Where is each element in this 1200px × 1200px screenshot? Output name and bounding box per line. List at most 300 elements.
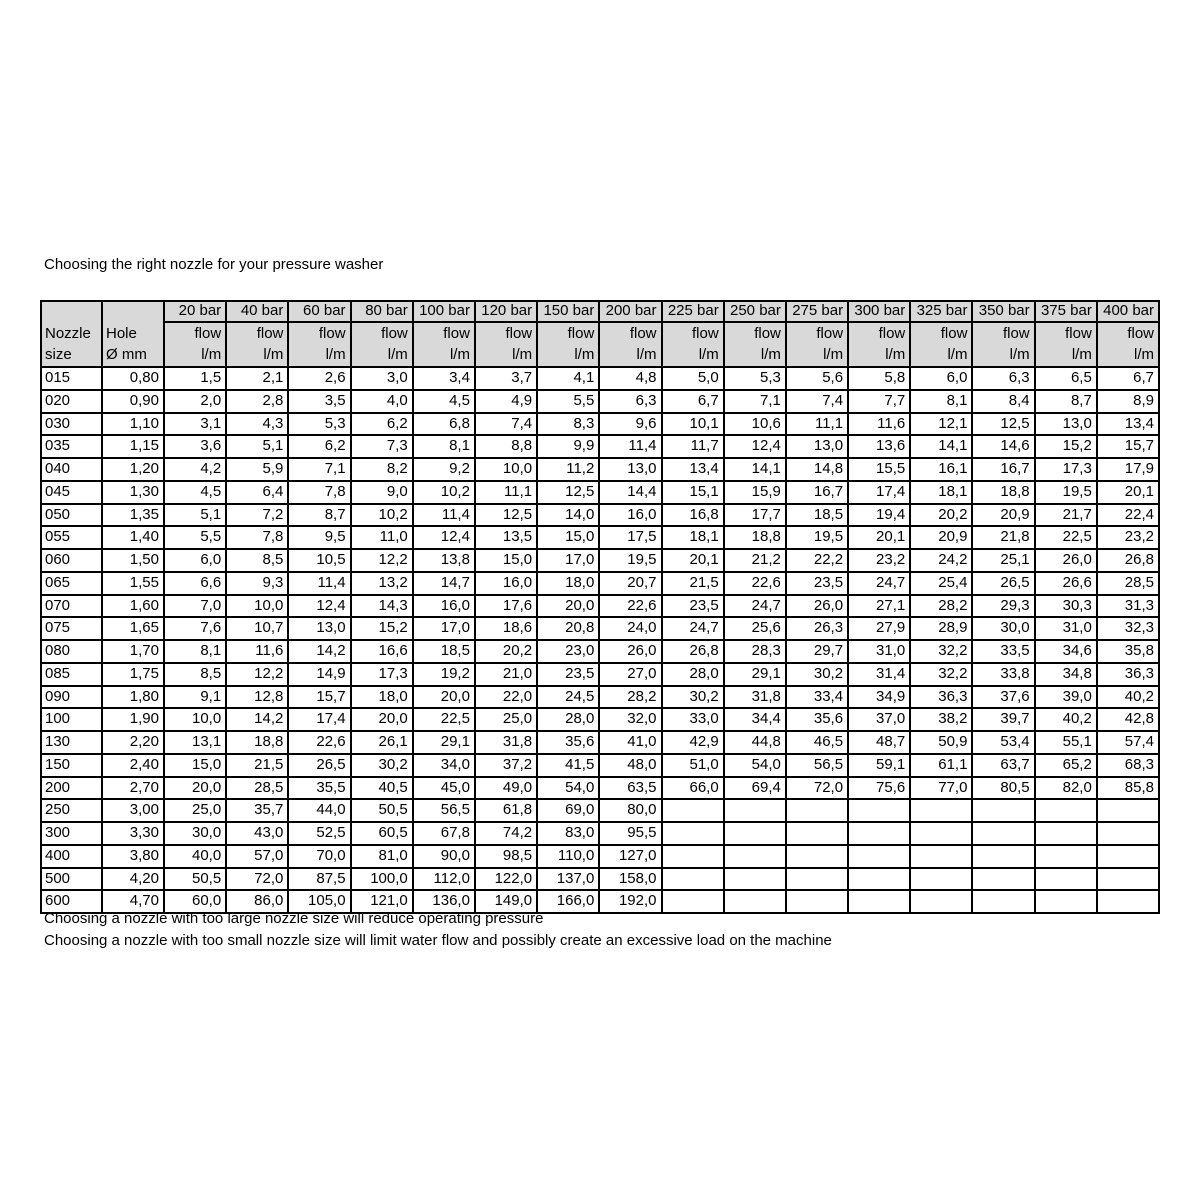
flow-value-cell: 17,4 — [288, 708, 350, 731]
flow-value-cell: 17,6 — [475, 595, 537, 618]
nozzle-size-cell: 060 — [41, 549, 102, 572]
flow-value-cell: 9,3 — [226, 572, 288, 595]
flow-value-cell: 5,5 — [164, 526, 226, 549]
flow-value-cell: 26,0 — [1035, 549, 1097, 572]
flow-value-cell: 60,0 — [164, 890, 226, 913]
flow-value-cell: 25,0 — [475, 708, 537, 731]
hole-diameter-cell: 1,90 — [102, 708, 164, 731]
flow-value-cell: 20,1 — [1097, 481, 1159, 504]
flow-value-cell: 83,0 — [537, 822, 599, 845]
nozzle-size-cell: 080 — [41, 640, 102, 663]
header-hole-diameter: Hole Ø mm — [102, 301, 164, 367]
header-flow-unit: flow l/m — [413, 322, 475, 367]
flow-value-cell: 20,1 — [662, 549, 724, 572]
nozzle-size-cell: 040 — [41, 458, 102, 481]
flow-value-cell: 31,8 — [724, 686, 786, 709]
flow-value-cell: 31,0 — [1035, 617, 1097, 640]
flow-value-cell: 110,0 — [537, 845, 599, 868]
hole-diameter-cell: 1,10 — [102, 413, 164, 436]
header-pressure: 375 bar — [1035, 301, 1097, 322]
flow-value-cell: 16,6 — [351, 640, 413, 663]
header-pressure: 200 bar — [599, 301, 661, 322]
flow-value-cell: 5,0 — [662, 367, 724, 390]
header-flow-unit: flow l/m — [910, 322, 972, 367]
flow-value-cell: 14,2 — [226, 708, 288, 731]
flow-value-cell: 66,0 — [662, 777, 724, 800]
flow-value-cell: 24,2 — [910, 549, 972, 572]
flow-value-cell — [724, 845, 786, 868]
flow-value-cell: 6,4 — [226, 481, 288, 504]
flow-value-cell: 37,0 — [848, 708, 910, 731]
flow-value-cell: 39,7 — [972, 708, 1034, 731]
flow-value-cell: 35,7 — [226, 799, 288, 822]
flow-value-cell: 72,0 — [786, 777, 848, 800]
flow-value-cell: 13,0 — [599, 458, 661, 481]
flow-value-cell: 15,2 — [351, 617, 413, 640]
flow-value-cell: 10,1 — [662, 413, 724, 436]
header-pressure: 250 bar — [724, 301, 786, 322]
flow-value-cell: 18,1 — [662, 526, 724, 549]
flow-value-cell — [724, 799, 786, 822]
flow-value-cell: 28,2 — [599, 686, 661, 709]
flow-value-cell: 10,0 — [226, 595, 288, 618]
flow-value-cell: 3,6 — [164, 435, 226, 458]
flow-value-cell: 5,5 — [537, 390, 599, 413]
flow-value-cell: 56,5 — [786, 754, 848, 777]
flow-value-cell — [848, 845, 910, 868]
nozzle-size-cell: 050 — [41, 504, 102, 527]
flow-value-cell: 5,1 — [164, 504, 226, 527]
header-pressure: 60 bar — [288, 301, 350, 322]
flow-value-cell: 10,0 — [164, 708, 226, 731]
flow-value-cell: 20,2 — [910, 504, 972, 527]
nozzle-size-cell: 130 — [41, 731, 102, 754]
hole-diameter-cell: 1,50 — [102, 549, 164, 572]
flow-value-cell: 12,2 — [351, 549, 413, 572]
flow-value-cell: 17,5 — [599, 526, 661, 549]
table-row — [41, 822, 1159, 845]
flow-value-cell: 3,4 — [413, 367, 475, 390]
header-pressure: 40 bar — [226, 301, 288, 322]
flow-value-cell: 31,4 — [848, 663, 910, 686]
flow-value-cell: 5,6 — [786, 367, 848, 390]
flow-value-cell: 11,6 — [226, 640, 288, 663]
flow-value-cell: 95,5 — [599, 822, 661, 845]
flow-value-cell: 19,5 — [1035, 481, 1097, 504]
flow-value-cell: 25,1 — [972, 549, 1034, 572]
flow-value-cell: 48,0 — [599, 754, 661, 777]
flow-value-cell: 9,2 — [413, 458, 475, 481]
flow-value-cell: 13,5 — [475, 526, 537, 549]
flow-value-cell: 29,1 — [413, 731, 475, 754]
flow-value-cell: 41,5 — [537, 754, 599, 777]
flow-value-cell: 32,2 — [910, 663, 972, 686]
flow-value-cell: 11,4 — [599, 435, 661, 458]
nozzle-size-cell: 055 — [41, 526, 102, 549]
flow-value-cell — [848, 799, 910, 822]
flow-value-cell: 12,8 — [226, 686, 288, 709]
table-row — [41, 845, 1159, 868]
flow-value-cell: 22,4 — [1097, 504, 1159, 527]
flow-value-cell: 34,8 — [1035, 663, 1097, 686]
flow-value-cell: 40,0 — [164, 845, 226, 868]
flow-value-cell: 2,1 — [226, 367, 288, 390]
nozzle-size-cell: 085 — [41, 663, 102, 686]
table-row — [41, 754, 1159, 777]
table-row — [41, 640, 1159, 663]
flow-value-cell: 22,2 — [786, 549, 848, 572]
table-row — [41, 777, 1159, 800]
flow-value-cell: 14,3 — [351, 595, 413, 618]
hole-diameter-cell: 2,40 — [102, 754, 164, 777]
flow-value-cell: 11,1 — [475, 481, 537, 504]
flow-value-cell: 20,0 — [537, 595, 599, 618]
flow-value-cell: 20,2 — [475, 640, 537, 663]
flow-value-cell — [1035, 822, 1097, 845]
flow-value-cell: 112,0 — [413, 868, 475, 891]
table-row — [41, 617, 1159, 640]
flow-value-cell: 49,0 — [475, 777, 537, 800]
flow-value-cell: 19,2 — [413, 663, 475, 686]
table-row — [41, 458, 1159, 481]
table-row — [41, 868, 1159, 891]
flow-value-cell — [786, 822, 848, 845]
flow-value-cell: 30,0 — [164, 822, 226, 845]
header-pressure: 225 bar — [662, 301, 724, 322]
flow-value-cell: 17,0 — [537, 549, 599, 572]
flow-value-cell — [662, 868, 724, 891]
header-flow-unit: flow l/m — [972, 322, 1034, 367]
flow-value-cell: 19,5 — [599, 549, 661, 572]
flow-value-cell: 18,6 — [475, 617, 537, 640]
flow-value-cell: 36,3 — [910, 686, 972, 709]
table-row — [41, 390, 1159, 413]
flow-value-cell: 5,3 — [724, 367, 786, 390]
flow-value-cell — [1097, 890, 1159, 913]
flow-value-cell: 34,4 — [724, 708, 786, 731]
header-pressure: 300 bar — [848, 301, 910, 322]
flow-value-cell: 11,0 — [351, 526, 413, 549]
nozzle-size-cell: 065 — [41, 572, 102, 595]
flow-value-cell: 82,0 — [1035, 777, 1097, 800]
flow-value-cell: 40,2 — [1035, 708, 1097, 731]
flow-value-cell: 44,8 — [724, 731, 786, 754]
flow-value-cell: 10,6 — [724, 413, 786, 436]
flow-value-cell: 13,4 — [1097, 413, 1159, 436]
flow-value-cell: 55,1 — [1035, 731, 1097, 754]
flow-value-cell — [1035, 845, 1097, 868]
flow-value-cell — [1035, 890, 1097, 913]
hole-diameter-cell: 1,40 — [102, 526, 164, 549]
flow-value-cell: 15,0 — [475, 549, 537, 572]
flow-value-cell: 7,4 — [475, 413, 537, 436]
flow-value-cell: 65,2 — [1035, 754, 1097, 777]
header-nozzle-size: Nozzle size — [41, 301, 102, 367]
flow-value-cell: 35,8 — [1097, 640, 1159, 663]
flow-value-cell: 29,3 — [972, 595, 1034, 618]
flow-value-cell: 15,2 — [1035, 435, 1097, 458]
flow-value-cell — [786, 868, 848, 891]
flow-value-cell: 25,4 — [910, 572, 972, 595]
flow-value-cell: 26,8 — [1097, 549, 1159, 572]
flow-value-cell: 3,7 — [475, 367, 537, 390]
flow-value-cell — [724, 868, 786, 891]
flow-value-cell: 8,1 — [910, 390, 972, 413]
flow-value-cell: 37,6 — [972, 686, 1034, 709]
table-row — [41, 435, 1159, 458]
hole-diameter-cell: 4,70 — [102, 890, 164, 913]
flow-value-cell: 8,2 — [351, 458, 413, 481]
flow-value-cell: 24,5 — [537, 686, 599, 709]
flow-value-cell: 16,0 — [599, 504, 661, 527]
flow-value-cell: 166,0 — [537, 890, 599, 913]
header-flow-unit: flow l/m — [786, 322, 848, 367]
flow-value-cell: 12,4 — [288, 595, 350, 618]
flow-value-cell: 31,3 — [1097, 595, 1159, 618]
nozzle-size-cell: 030 — [41, 413, 102, 436]
flow-value-cell: 57,4 — [1097, 731, 1159, 754]
flow-value-cell: 13,6 — [848, 435, 910, 458]
table-row — [41, 708, 1159, 731]
flow-value-cell: 11,7 — [662, 435, 724, 458]
flow-value-cell: 37,2 — [475, 754, 537, 777]
flow-value-cell: 72,0 — [226, 868, 288, 891]
flow-value-cell: 42,9 — [662, 731, 724, 754]
flow-value-cell: 9,9 — [537, 435, 599, 458]
flow-value-cell: 24,7 — [724, 595, 786, 618]
flow-value-cell: 23,5 — [786, 572, 848, 595]
flow-value-cell: 149,0 — [475, 890, 537, 913]
flow-value-cell: 15,0 — [537, 526, 599, 549]
table-body — [41, 367, 1159, 913]
flow-value-cell: 21,5 — [226, 754, 288, 777]
hole-diameter-cell: 1,15 — [102, 435, 164, 458]
flow-value-cell: 10,2 — [351, 504, 413, 527]
table-row — [41, 549, 1159, 572]
flow-value-cell: 6,3 — [599, 390, 661, 413]
footer-note-too-large: Choosing a nozzle with too large nozzle size will reduce operating pressure — [44, 910, 544, 927]
header-row-flow-unit — [41, 322, 1159, 367]
flow-value-cell: 59,1 — [848, 754, 910, 777]
flow-value-cell: 17,3 — [1035, 458, 1097, 481]
flow-value-cell: 23,5 — [662, 595, 724, 618]
flow-value-cell: 34,0 — [413, 754, 475, 777]
flow-value-cell: 12,4 — [413, 526, 475, 549]
flow-value-cell: 8,9 — [1097, 390, 1159, 413]
footer-notes — [44, 908, 832, 952]
flow-value-cell: 10,2 — [413, 481, 475, 504]
flow-value-cell: 20,0 — [164, 777, 226, 800]
flow-value-cell: 27,0 — [599, 663, 661, 686]
flow-value-cell — [910, 799, 972, 822]
flow-value-cell: 28,0 — [662, 663, 724, 686]
header-pressure: 350 bar — [972, 301, 1034, 322]
flow-value-cell — [848, 822, 910, 845]
flow-value-cell: 61,1 — [910, 754, 972, 777]
header-flow-unit: flow l/m — [226, 322, 288, 367]
flow-value-cell: 15,0 — [164, 754, 226, 777]
flow-value-cell: 26,5 — [288, 754, 350, 777]
flow-value-cell: 9,0 — [351, 481, 413, 504]
flow-value-cell — [724, 822, 786, 845]
flow-value-cell: 20,1 — [848, 526, 910, 549]
flow-value-cell: 33,8 — [972, 663, 1034, 686]
flow-value-cell: 57,0 — [226, 845, 288, 868]
header-flow-unit: flow l/m — [599, 322, 661, 367]
flow-value-cell: 136,0 — [413, 890, 475, 913]
flow-value-cell: 29,1 — [724, 663, 786, 686]
flow-value-cell: 7,0 — [164, 595, 226, 618]
flow-value-cell: 14,1 — [724, 458, 786, 481]
flow-value-cell: 8,1 — [164, 640, 226, 663]
table-head — [41, 301, 1159, 367]
header-pressure: 150 bar — [537, 301, 599, 322]
flow-value-cell: 35,6 — [537, 731, 599, 754]
flow-value-cell: 86,0 — [226, 890, 288, 913]
flow-value-cell: 60,5 — [351, 822, 413, 845]
flow-value-cell: 10,5 — [288, 549, 350, 572]
nozzle-size-cell: 300 — [41, 822, 102, 845]
flow-value-cell: 90,0 — [413, 845, 475, 868]
flow-value-cell: 25,6 — [724, 617, 786, 640]
flow-value-cell: 80,5 — [972, 777, 1034, 800]
hole-diameter-cell: 3,30 — [102, 822, 164, 845]
hole-diameter-cell: 1,75 — [102, 663, 164, 686]
table-row — [41, 686, 1159, 709]
flow-value-cell: 17,7 — [724, 504, 786, 527]
header-pressure: 325 bar — [910, 301, 972, 322]
header-flow-unit: flow l/m — [1035, 322, 1097, 367]
flow-value-cell: 21,8 — [972, 526, 1034, 549]
table-row — [41, 595, 1159, 618]
flow-value-cell: 44,0 — [288, 799, 350, 822]
flow-value-cell: 8,7 — [1035, 390, 1097, 413]
flow-value-cell: 11,4 — [413, 504, 475, 527]
flow-value-cell: 22,5 — [1035, 526, 1097, 549]
header-flow-unit: flow l/m — [475, 322, 537, 367]
flow-value-cell: 5,8 — [848, 367, 910, 390]
hole-diameter-cell: 1,55 — [102, 572, 164, 595]
flow-value-cell: 27,1 — [848, 595, 910, 618]
flow-value-cell: 6,6 — [164, 572, 226, 595]
flow-value-cell: 22,6 — [599, 595, 661, 618]
flow-value-cell: 6,8 — [413, 413, 475, 436]
flow-value-cell: 23,5 — [537, 663, 599, 686]
table-row — [41, 526, 1159, 549]
flow-value-cell: 4,5 — [413, 390, 475, 413]
flow-value-cell: 2,6 — [288, 367, 350, 390]
flow-value-cell: 18,5 — [413, 640, 475, 663]
flow-value-cell: 28,0 — [537, 708, 599, 731]
table-row — [41, 799, 1159, 822]
flow-value-cell — [662, 845, 724, 868]
flow-value-cell: 7,1 — [724, 390, 786, 413]
flow-value-cell: 1,5 — [164, 367, 226, 390]
flow-value-cell: 127,0 — [599, 845, 661, 868]
flow-value-cell: 158,0 — [599, 868, 661, 891]
table-row — [41, 572, 1159, 595]
header-pressure: 100 bar — [413, 301, 475, 322]
flow-value-cell: 21,7 — [1035, 504, 1097, 527]
flow-value-cell: 20,7 — [599, 572, 661, 595]
flow-value-cell: 7,1 — [288, 458, 350, 481]
flow-value-cell: 11,4 — [288, 572, 350, 595]
flow-value-cell — [848, 868, 910, 891]
flow-value-cell: 4,5 — [164, 481, 226, 504]
flow-value-cell: 16,8 — [662, 504, 724, 527]
flow-value-cell: 6,5 — [1035, 367, 1097, 390]
flow-value-cell: 14,6 — [972, 435, 1034, 458]
flow-value-cell: 9,5 — [288, 526, 350, 549]
flow-value-cell: 12,5 — [972, 413, 1034, 436]
flow-value-cell: 18,0 — [351, 686, 413, 709]
flow-value-cell: 34,9 — [848, 686, 910, 709]
flow-value-cell: 22,5 — [413, 708, 475, 731]
flow-value-cell: 23,2 — [1097, 526, 1159, 549]
flow-value-cell: 30,2 — [351, 754, 413, 777]
flow-value-cell: 27,9 — [848, 617, 910, 640]
nozzle-size-cell: 400 — [41, 845, 102, 868]
nozzle-size-cell: 200 — [41, 777, 102, 800]
flow-value-cell: 4,3 — [226, 413, 288, 436]
flow-value-cell: 17,0 — [413, 617, 475, 640]
flow-value-cell: 25,0 — [164, 799, 226, 822]
flow-value-cell: 12,5 — [537, 481, 599, 504]
flow-value-cell: 105,0 — [288, 890, 350, 913]
flow-value-cell: 28,5 — [1097, 572, 1159, 595]
flow-value-cell: 100,0 — [351, 868, 413, 891]
flow-value-cell: 8,7 — [288, 504, 350, 527]
flow-value-cell: 8,5 — [226, 549, 288, 572]
nozzle-size-cell: 600 — [41, 890, 102, 913]
flow-value-cell: 21,0 — [475, 663, 537, 686]
flow-value-cell: 21,5 — [662, 572, 724, 595]
flow-value-cell: 10,7 — [226, 617, 288, 640]
flow-value-cell: 14,4 — [599, 481, 661, 504]
flow-value-cell: 16,7 — [972, 458, 1034, 481]
flow-value-cell: 22,6 — [288, 731, 350, 754]
table-row — [41, 731, 1159, 754]
flow-value-cell: 4,8 — [599, 367, 661, 390]
flow-value-cell: 192,0 — [599, 890, 661, 913]
flow-value-cell: 15,1 — [662, 481, 724, 504]
flow-value-cell: 2,8 — [226, 390, 288, 413]
flow-value-cell: 68,3 — [1097, 754, 1159, 777]
header-flow-unit: flow l/m — [288, 322, 350, 367]
flow-value-cell — [662, 799, 724, 822]
flow-value-cell: 6,7 — [662, 390, 724, 413]
flow-value-cell: 13,0 — [288, 617, 350, 640]
flow-value-cell: 22,0 — [475, 686, 537, 709]
nozzle-size-cell: 090 — [41, 686, 102, 709]
flow-value-cell: 8,1 — [413, 435, 475, 458]
flow-value-cell: 15,7 — [1097, 435, 1159, 458]
flow-value-cell: 50,9 — [910, 731, 972, 754]
flow-value-cell: 38,2 — [910, 708, 972, 731]
flow-value-cell: 8,5 — [164, 663, 226, 686]
flow-value-cell: 75,6 — [848, 777, 910, 800]
flow-value-cell: 30,2 — [662, 686, 724, 709]
flow-value-cell: 13,4 — [662, 458, 724, 481]
flow-value-cell: 7,7 — [848, 390, 910, 413]
hole-diameter-cell: 1,35 — [102, 504, 164, 527]
hole-diameter-cell: 2,20 — [102, 731, 164, 754]
flow-value-cell: 39,0 — [1035, 686, 1097, 709]
flow-value-cell: 98,5 — [475, 845, 537, 868]
flow-value-cell: 13,0 — [786, 435, 848, 458]
flow-value-cell: 18,1 — [910, 481, 972, 504]
flow-value-cell: 63,7 — [972, 754, 1034, 777]
